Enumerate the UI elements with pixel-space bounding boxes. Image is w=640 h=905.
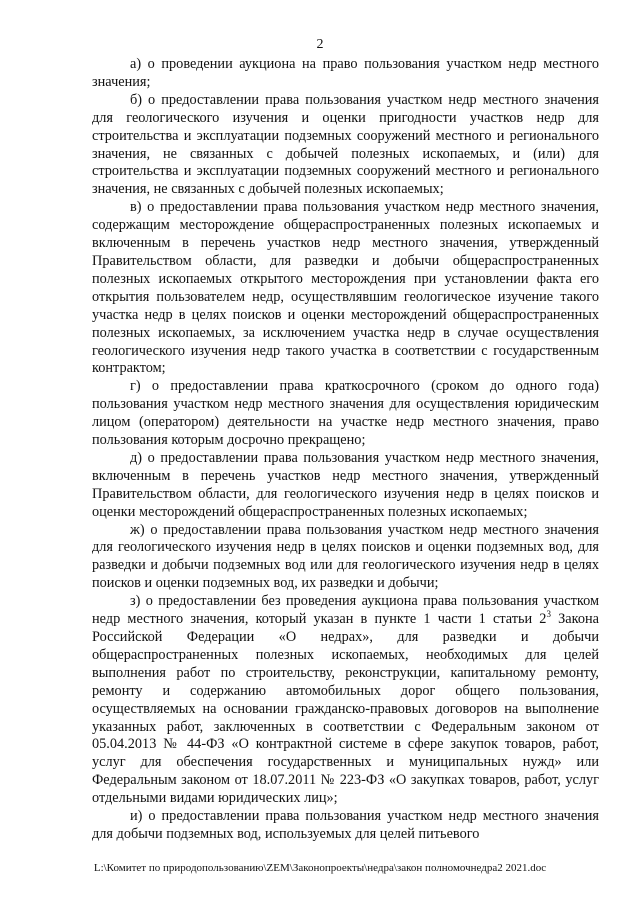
- paragraph-v: в) о предоставлении права пользования участком недр местного значения, содержащим месторождение общераспространенных полезных ископаемых и включенным в перечень участков недр местного значения, утвержденный Правительством области, для разведки и добычи общераспространенных полезных ископаемых открытого месторождения при установлении факта его открытия пользователем недр, осуществлявшим геологическое изучение такого участка недр в целях поисков и оценки месторождений общераспространенных полезных ископаемых, за исключением участка недр в случае осуществления геологического изучения недр такого участка в соответствии с государственным контрактом;: [92, 199, 599, 377]
- page-number: 2: [316, 37, 324, 52]
- paragraph-d: д) о предоставлении права пользования участком недр местного значения, включенным в перечень участков недр местного значения, утвержденный Правительством области, для геологического изучения недр в целях поисков и оценки месторождений общераспространенных полезных ископаемых;: [92, 449, 599, 520]
- paragraph-i: и) о предоставлении права пользования участком недр местного значения для добычи подземных вод, используемых для целей питьевого: [92, 808, 599, 842]
- paragraph-g: г) о предоставлении права краткосрочного (сроком до одного года) пользования участком недр местного значения для осуществления юридическим лицом (оператором) деятельности на участке недр местного значения, право пользования которым досрочно прекращено;: [92, 378, 599, 449]
- paragraph-z-text-end: Закона Российской Федерации «О недрах», для разведки и добычи общераспространенных полезных ископаемых, необходимых для целей выполнения работ по строительству, реконструкции, капитальному ремонту, ремонту и содержанию автомобильных дорог общего пользования, осуществляемых на основании гражданско-правовых договоров на выполнение указанных работ, заключенных в соответствии с Федеральным законом от 05.04.2013 № 44-ФЗ «О контрактной системе в сфере закупок товаров, работ, услуг для обеспечения государственных и муниципальных нужд» или Федеральным законом от 18.07.2011 № 223-ФЗ «О закупках товаров, работ, услуг отдельными видами юридических лиц»;: [92, 611, 599, 807]
- paragraph-z: [92, 593, 599, 808]
- article-superscript: 3: [546, 609, 551, 620]
- paragraph-zh: ж) о предоставлении права пользования участком недр местного значения для геологического изучения недр в целях поисков и оценки подземных вод, для разведки и добычи подземных вод или для геологического изучения недр в целях поисков и оценки подземных вод, их разведки и добычи;: [92, 521, 599, 592]
- paragraph-a: а) о проведении аукциона на право пользования участком недр местного значения;: [92, 56, 599, 90]
- paragraph-z-text-start: з) о предоставлении без проведения аукциона права пользования участком недр местного значения, который указан в пункте 1 части 1 статьи 2: [92, 593, 599, 628]
- document-body: [92, 56, 599, 844]
- footer-file-path: L:\Комитет по природопользованию\ZEM\Законопроекты\недра\закон полномочнедра2 2021.doc: [93, 862, 547, 874]
- paragraph-b: б) о предоставлении права пользования участком недр местного значения для геологического изучения и оценки пригодности участков недр для строительства и эксплуатации подземных сооружений местного и регионального значения, не связанных с добычей полезных ископаемых, и (или) для строительства и эксплуатации подземных сооружений местного и регионального значения, не связанных с добычей полезных ископаемых;: [92, 91, 599, 198]
